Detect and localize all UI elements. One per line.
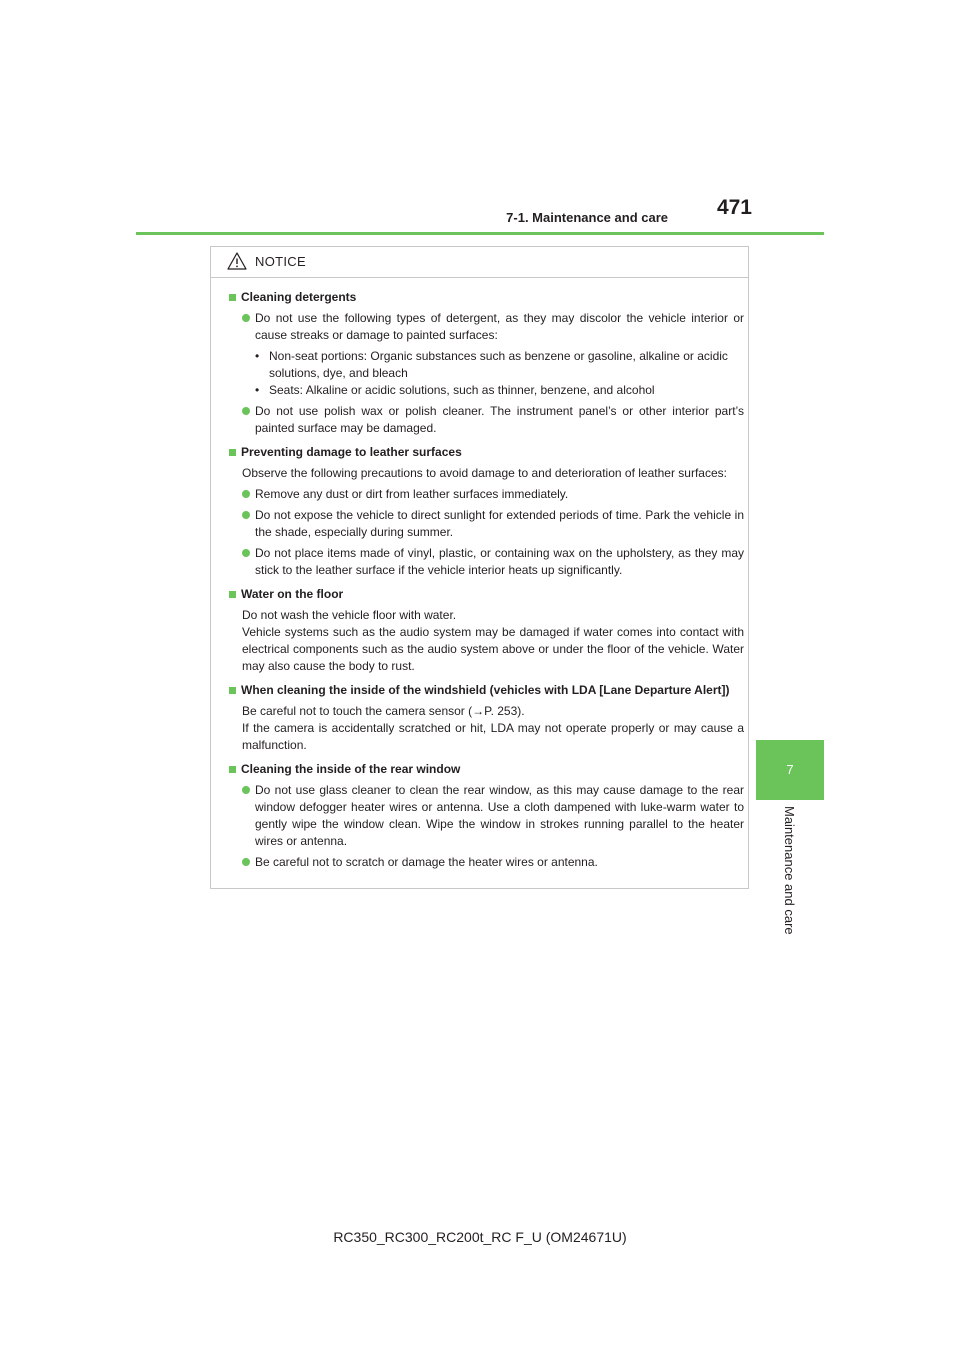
round-bullet-icon <box>242 858 250 866</box>
bullet-item: Be careful not to scratch or damage the heater wires or antenna. <box>229 854 744 871</box>
notice-title: NOTICE <box>255 254 306 269</box>
round-bullet-icon <box>242 407 250 415</box>
section-heading: When cleaning the inside of the windshield (vehicles with LDA [Lane Departure Alert]) <box>229 682 744 699</box>
page-header <box>136 196 824 232</box>
sub-item: • Seats: Alkaline or acidic solutions, such as thinner, benzene, and alcohol <box>255 383 655 397</box>
round-bullet-icon <box>242 786 250 794</box>
round-bullet-icon <box>242 511 250 519</box>
square-bullet-icon <box>229 449 236 456</box>
square-bullet-icon <box>229 687 236 694</box>
section-heading: Cleaning the inside of the rear window <box>229 761 744 778</box>
round-bullet-icon <box>242 314 250 322</box>
bullet-item: Remove any dust or dirt from leather surfaces immediately. <box>229 486 744 503</box>
bullet-item: Do not use glass cleaner to clean the rear window, as this may cause damage to the rear window defogger heater wires or antenna. Use a cloth dampened with luke-warm water to gently wipe the window clean. Wipe the window in strokes running parallel to the heater wires or antenna. <box>229 782 744 850</box>
page-number: 471 <box>716 196 752 219</box>
notice-body <box>229 289 744 875</box>
bullet-item: Do not use the following types of detergent, as they may discolor the vehicle interior or cause streaks or damage to painted surfaces: <box>229 310 744 344</box>
bullet-item: Do not use polish wax or polish cleaner. The instrument panel’s or other interior part’s painted surface may be damaged. <box>229 403 744 437</box>
notice-header <box>211 247 748 278</box>
square-bullet-icon <box>229 591 236 598</box>
section-text: Observe the following precautions to avoid damage to and deterioration of leather surfaces: <box>242 466 727 480</box>
footer-model-code: RC350_RC300_RC200t_RC F_U (OM24671U) <box>333 1229 627 1245</box>
warning-triangle-icon <box>227 252 247 270</box>
section-heading: Water on the floor <box>229 586 744 603</box>
round-bullet-icon <box>242 549 250 557</box>
notice-box <box>210 246 749 889</box>
section-text: Do not wash the vehicle floor with water. <box>242 608 457 622</box>
section-title: 7-1. Maintenance and care <box>506 210 668 225</box>
square-bullet-icon <box>229 766 236 773</box>
round-bullet-icon <box>242 490 250 498</box>
section-heading: Cleaning detergents <box>229 289 744 306</box>
section-text: Vehicle systems such as the audio system may be damaged if water comes into contact with electrical components such as the audio system above or under the floor of the vehicle. Water may also cause the body to rust. <box>242 625 744 673</box>
section-text: If the camera is accidentally scratched or hit, LDA may not operate properly or may cause a malfunction. <box>242 721 744 752</box>
bullet-item: Do not expose the vehicle to direct sunlight for extended periods of time. Park the vehicle in the shade, especially during summer. <box>229 507 744 541</box>
chapter-number: 7 <box>786 762 794 777</box>
chapter-label-text: Maintenance and care <box>782 806 797 935</box>
chapter-tab <box>756 740 824 800</box>
header-rule <box>136 232 824 235</box>
sub-item: • Non-seat portions: Organic substances such as benzene or gasoline, alkaline or acidic solutions, dye, and bleach <box>255 349 728 380</box>
chapter-label <box>781 806 797 956</box>
square-bullet-icon <box>229 294 236 301</box>
section-text: Be careful not to touch the camera sensor (→P. 253). <box>242 704 525 718</box>
section-heading: Preventing damage to leather surfaces <box>229 444 744 461</box>
bullet-item: Do not place items made of vinyl, plastic, or containing wax on the upholstery, as they may stick to the leather surface if the vehicle interior heats up significantly. <box>229 545 744 579</box>
